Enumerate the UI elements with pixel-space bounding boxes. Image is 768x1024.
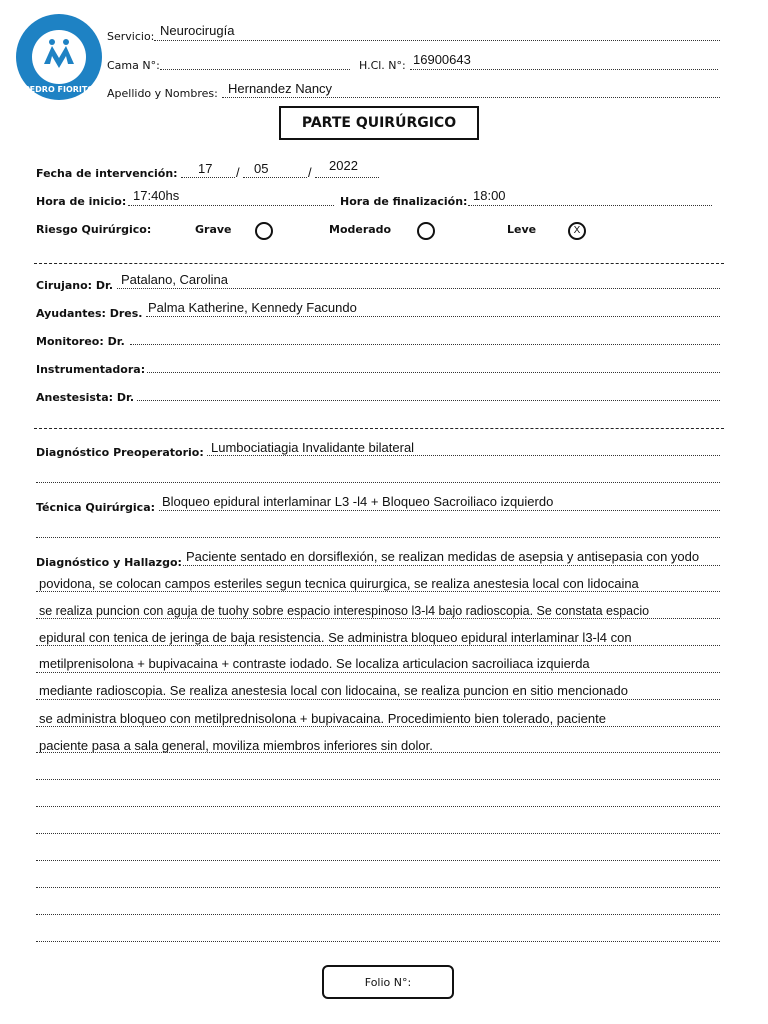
- hora-inicio-line: [128, 205, 334, 206]
- ayudantes-label: Ayudantes: Dres.: [36, 307, 143, 320]
- ayudantes-line: [146, 316, 720, 317]
- tecnica-label: Técnica Quirúrgica:: [36, 501, 156, 514]
- riesgo-grave-label: Grave: [195, 223, 232, 236]
- hora-fin-line: [468, 205, 712, 206]
- cirujano-line: [117, 288, 720, 289]
- riesgo-moderado-radio[interactable]: [417, 222, 435, 240]
- hcl-line: [410, 69, 718, 70]
- cirujano-label: Cirujano: Dr.: [36, 279, 114, 292]
- tecnica-value[interactable]: Bloqueo epidural interlaminar L3 -l4 + Bloqueo Sacroiliaco izquierdo: [162, 494, 554, 509]
- fecha-month[interactable]: 05: [254, 161, 269, 176]
- hallazgo-line-3: [36, 645, 720, 646]
- hallazgo-text-7[interactable]: paciente pasa a sala general, moviliza miembros inferiores sin dolor.: [39, 738, 433, 753]
- empty-line[interactable]: [36, 887, 720, 888]
- instrumentadora-label: Instrumentadora:: [36, 363, 146, 376]
- riesgo-leve-radio[interactable]: [568, 222, 586, 240]
- hospital-logo: [16, 14, 102, 100]
- hallazgo-text-2[interactable]: se realiza puncion con aguja de tuohy sobre espacio interespinoso l3-l4 bajo radioscopia. Se constata espacio: [39, 604, 650, 618]
- monitoreo-label: Monitoreo: Dr.: [36, 335, 125, 348]
- riesgo-grave-radio[interactable]: [255, 222, 273, 240]
- tecnica-line: [159, 510, 720, 511]
- riesgo-moderado-label: Moderado: [329, 223, 392, 236]
- hora-inicio-label: Hora de inicio:: [36, 195, 127, 208]
- cirujano-value[interactable]: Patalano, Carolina: [121, 272, 228, 287]
- tecnica-line-2[interactable]: [36, 537, 720, 538]
- fecha-label: Fecha de intervención:: [36, 167, 178, 180]
- servicio-label: Servicio:: [107, 30, 155, 43]
- anestesista-label: Anestesista: Dr.: [36, 391, 135, 404]
- riesgo-leve-mark: X: [573, 225, 581, 236]
- diag-pre-label: Diagnóstico Preoperatorio:: [36, 446, 204, 459]
- fecha-year[interactable]: 2022: [329, 158, 358, 173]
- apellido-line: [222, 97, 720, 98]
- monitoreo-line[interactable]: [130, 344, 720, 345]
- apellido-value[interactable]: Hernandez Nancy: [228, 81, 333, 96]
- page-title: PARTE QUIRÚRGICO: [279, 106, 479, 140]
- section-divider-2: [34, 428, 724, 429]
- empty-line[interactable]: [36, 806, 720, 807]
- fecha-day[interactable]: 17: [198, 161, 213, 176]
- hora-fin-label: Hora de finalización:: [340, 195, 468, 208]
- hospital-logo-graphic: [16, 14, 102, 100]
- hallazgo-line-0: [183, 565, 720, 566]
- folio-box[interactable]: [322, 965, 454, 999]
- empty-line[interactable]: [36, 941, 720, 942]
- hallazgo-text-4[interactable]: metilprenisolona + bupivacaina + contraste iodado. Se localiza articulacion sacroiliaca izquierda: [39, 656, 590, 671]
- empty-line[interactable]: [36, 914, 720, 915]
- hallazgo-line-6: [36, 726, 720, 727]
- hallazgo-label: Diagnóstico y Hallazgo:: [36, 556, 182, 569]
- diag-pre-value[interactable]: Lumbociatiagia Invalidante bilateral: [211, 440, 415, 455]
- empty-line[interactable]: [36, 779, 720, 780]
- hallazgo-line-1: [36, 591, 720, 592]
- hallazgo-text-5[interactable]: mediante radioscopia. Se realiza anestesia local con lidocaina, se realiza puncion en sitio mencionado: [39, 683, 628, 698]
- riesgo-label: Riesgo Quirúrgico:: [36, 223, 152, 236]
- empty-line[interactable]: [36, 833, 720, 834]
- instrumentadora-line[interactable]: [147, 372, 720, 373]
- diag-pre-line: [207, 455, 720, 456]
- hallazgo-text-3[interactable]: epidural con tenica de jeringa de baja resistencia. Se administra bloqueo epidural interlaminar l3-l4 con: [39, 630, 632, 645]
- fecha-year-line: [315, 177, 379, 178]
- empty-line[interactable]: [36, 860, 720, 861]
- servicio-value[interactable]: Neurocirugía: [160, 23, 235, 38]
- apellido-label: Apellido y Nombres:: [107, 87, 218, 100]
- hallazgo-text-0[interactable]: Paciente sentado en dorsiflexión, se realizan medidas de asepsia y antisepasia con yodo: [186, 549, 700, 564]
- fecha-sep-1: /: [236, 165, 240, 180]
- servicio-line: [154, 40, 720, 41]
- cama-label: Cama N°:: [107, 59, 160, 72]
- hallazgo-line-5: [36, 699, 720, 700]
- hallazgo-line-2: [36, 618, 720, 619]
- hora-fin-value[interactable]: 18:00: [473, 188, 506, 203]
- hallazgo-text-6[interactable]: se administra bloqueo con metilprednisolona + bupivacaina. Procedimiento bien tolerado, paciente: [39, 711, 606, 726]
- hcl-value[interactable]: 16900643: [413, 52, 471, 67]
- fecha-month-line: [243, 177, 307, 178]
- section-divider-1: [34, 263, 724, 264]
- hallazgo-text-1[interactable]: povidona, se colocan campos esteriles segun tecnica quirurgica, se realiza anestesia local con lidocaina: [39, 576, 639, 591]
- hcl-label: H.Cl. N°:: [359, 59, 406, 72]
- fecha-sep-2: /: [308, 165, 312, 180]
- riesgo-leve-label: Leve: [507, 223, 537, 236]
- anestesista-line[interactable]: [137, 400, 720, 401]
- fecha-day-line: [181, 177, 235, 178]
- hora-inicio-value[interactable]: 17:40hs: [133, 188, 180, 203]
- hallazgo-line-4: [36, 672, 720, 673]
- diag-pre-line-2[interactable]: [36, 482, 720, 483]
- folio-label: Folio N°:: [364, 975, 412, 989]
- cama-line[interactable]: [160, 69, 350, 70]
- logo-text-bottom: PEDRO FIORITO: [23, 85, 95, 94]
- ayudantes-value[interactable]: Palma Katherine, Kennedy Facundo: [148, 300, 357, 315]
